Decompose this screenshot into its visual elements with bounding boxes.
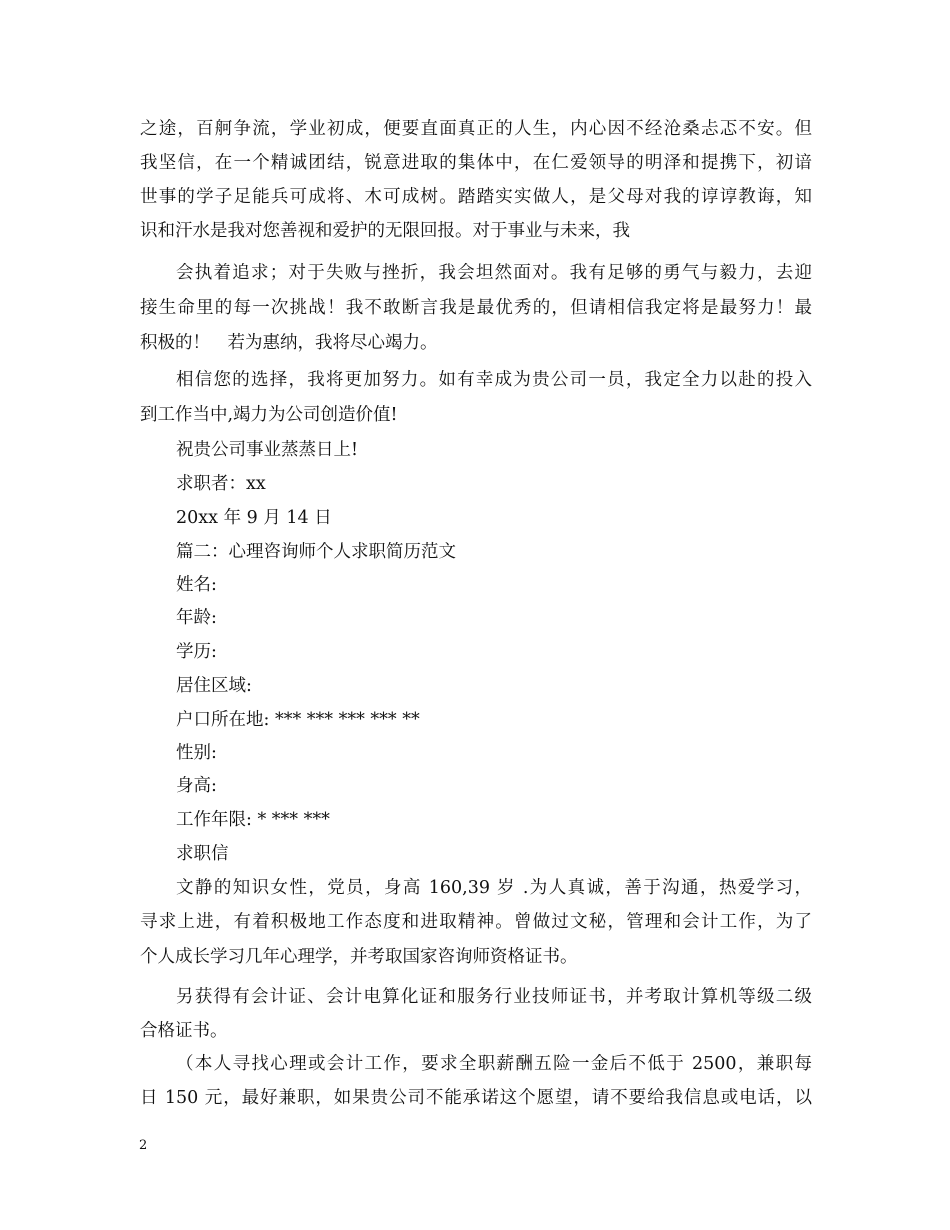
body-text-line: 会执着追求；对于失败与挫折，我会坦然面对。我有足够的勇气与毅力，去迎 bbox=[176, 263, 812, 283]
field-education: 学历: bbox=[176, 642, 217, 662]
section-heading: 篇二：心理咨询师个人求职简历范文 bbox=[176, 542, 456, 562]
body-text-line: （本人寻找心理或会计工作，要求全职薪酬五险一金后不低于 2500，兼职每 bbox=[176, 1054, 812, 1074]
body-text-line: 相信您的选择，我将更加努力。如有幸成为贵公司一员，我定全力以赴的投入 bbox=[176, 370, 812, 390]
cover-letter-heading: 求职信 bbox=[176, 844, 229, 864]
field-age: 年龄: bbox=[176, 608, 217, 628]
body-text-line: 个人成长学习几年心理学，并考取国家咨询师资格证书。 bbox=[140, 947, 578, 967]
field-height: 身高: bbox=[176, 776, 217, 796]
field-work-years: 工作年限: * *** *** bbox=[176, 810, 330, 830]
signature-line: 求职者：xx bbox=[176, 474, 266, 494]
field-hukou: 户口所在地: *** *** *** *** ** bbox=[176, 710, 420, 730]
date-line: 20xx 年 9 月 14 日 bbox=[176, 508, 332, 528]
body-text-line: 识和汗水是我对您善视和爱护的无限回报。对于事业与未来，我 bbox=[140, 221, 630, 241]
field-name: 姓名: bbox=[176, 575, 217, 595]
closing-line: 祝贵公司事业蒸蒸日上! bbox=[176, 440, 359, 460]
body-text-line: 接生命里的每一次挑战！我不敢断言我是最优秀的，但请相信我定将是最努力！最 bbox=[140, 298, 812, 318]
body-text-line: 我坚信，在一个精诚团结，锐意进取的集体中，在仁爱领导的明泽和提携下，初谙 bbox=[140, 153, 812, 173]
page-number: 2 bbox=[139, 1138, 148, 1153]
body-text-line: 之途，百舸争流，学业初成，便要直面真正的人生，内心因不经沧桑忐忑不安。但 bbox=[140, 119, 812, 139]
body-text-line: 日 150 元，最好兼职，如果贵公司不能承诺这个愿望，请不要给我信息或电话，以 bbox=[140, 1088, 812, 1108]
body-text-line: 积极的！ 若为惠纳，我将尽心竭力。 bbox=[140, 333, 438, 353]
body-text-line: 合格证书。 bbox=[140, 1021, 228, 1041]
field-gender: 性别: bbox=[176, 743, 217, 763]
body-text-line: 另获得有会计证、会计电算化证和服务行业技师证书，并考取计算机等级二级 bbox=[176, 987, 812, 1007]
body-text-line: 寻求上进，有着积极地工作态度和进取精神。曾做过文秘，管理和会计工作，为了 bbox=[140, 912, 812, 932]
field-residence: 居住区域: bbox=[176, 676, 252, 696]
body-text-line: 到工作当中,竭力为公司创造价值! bbox=[140, 405, 398, 425]
body-text-line: 文静的知识女性，党员，身高 160,39 岁 .为人真诚，善于沟通，热爱学习， bbox=[176, 878, 812, 898]
body-text-line: 世事的学子足能兵可成将、木可成树。踏踏实实做人，是父母对我的谆谆教诲，知 bbox=[140, 187, 812, 207]
